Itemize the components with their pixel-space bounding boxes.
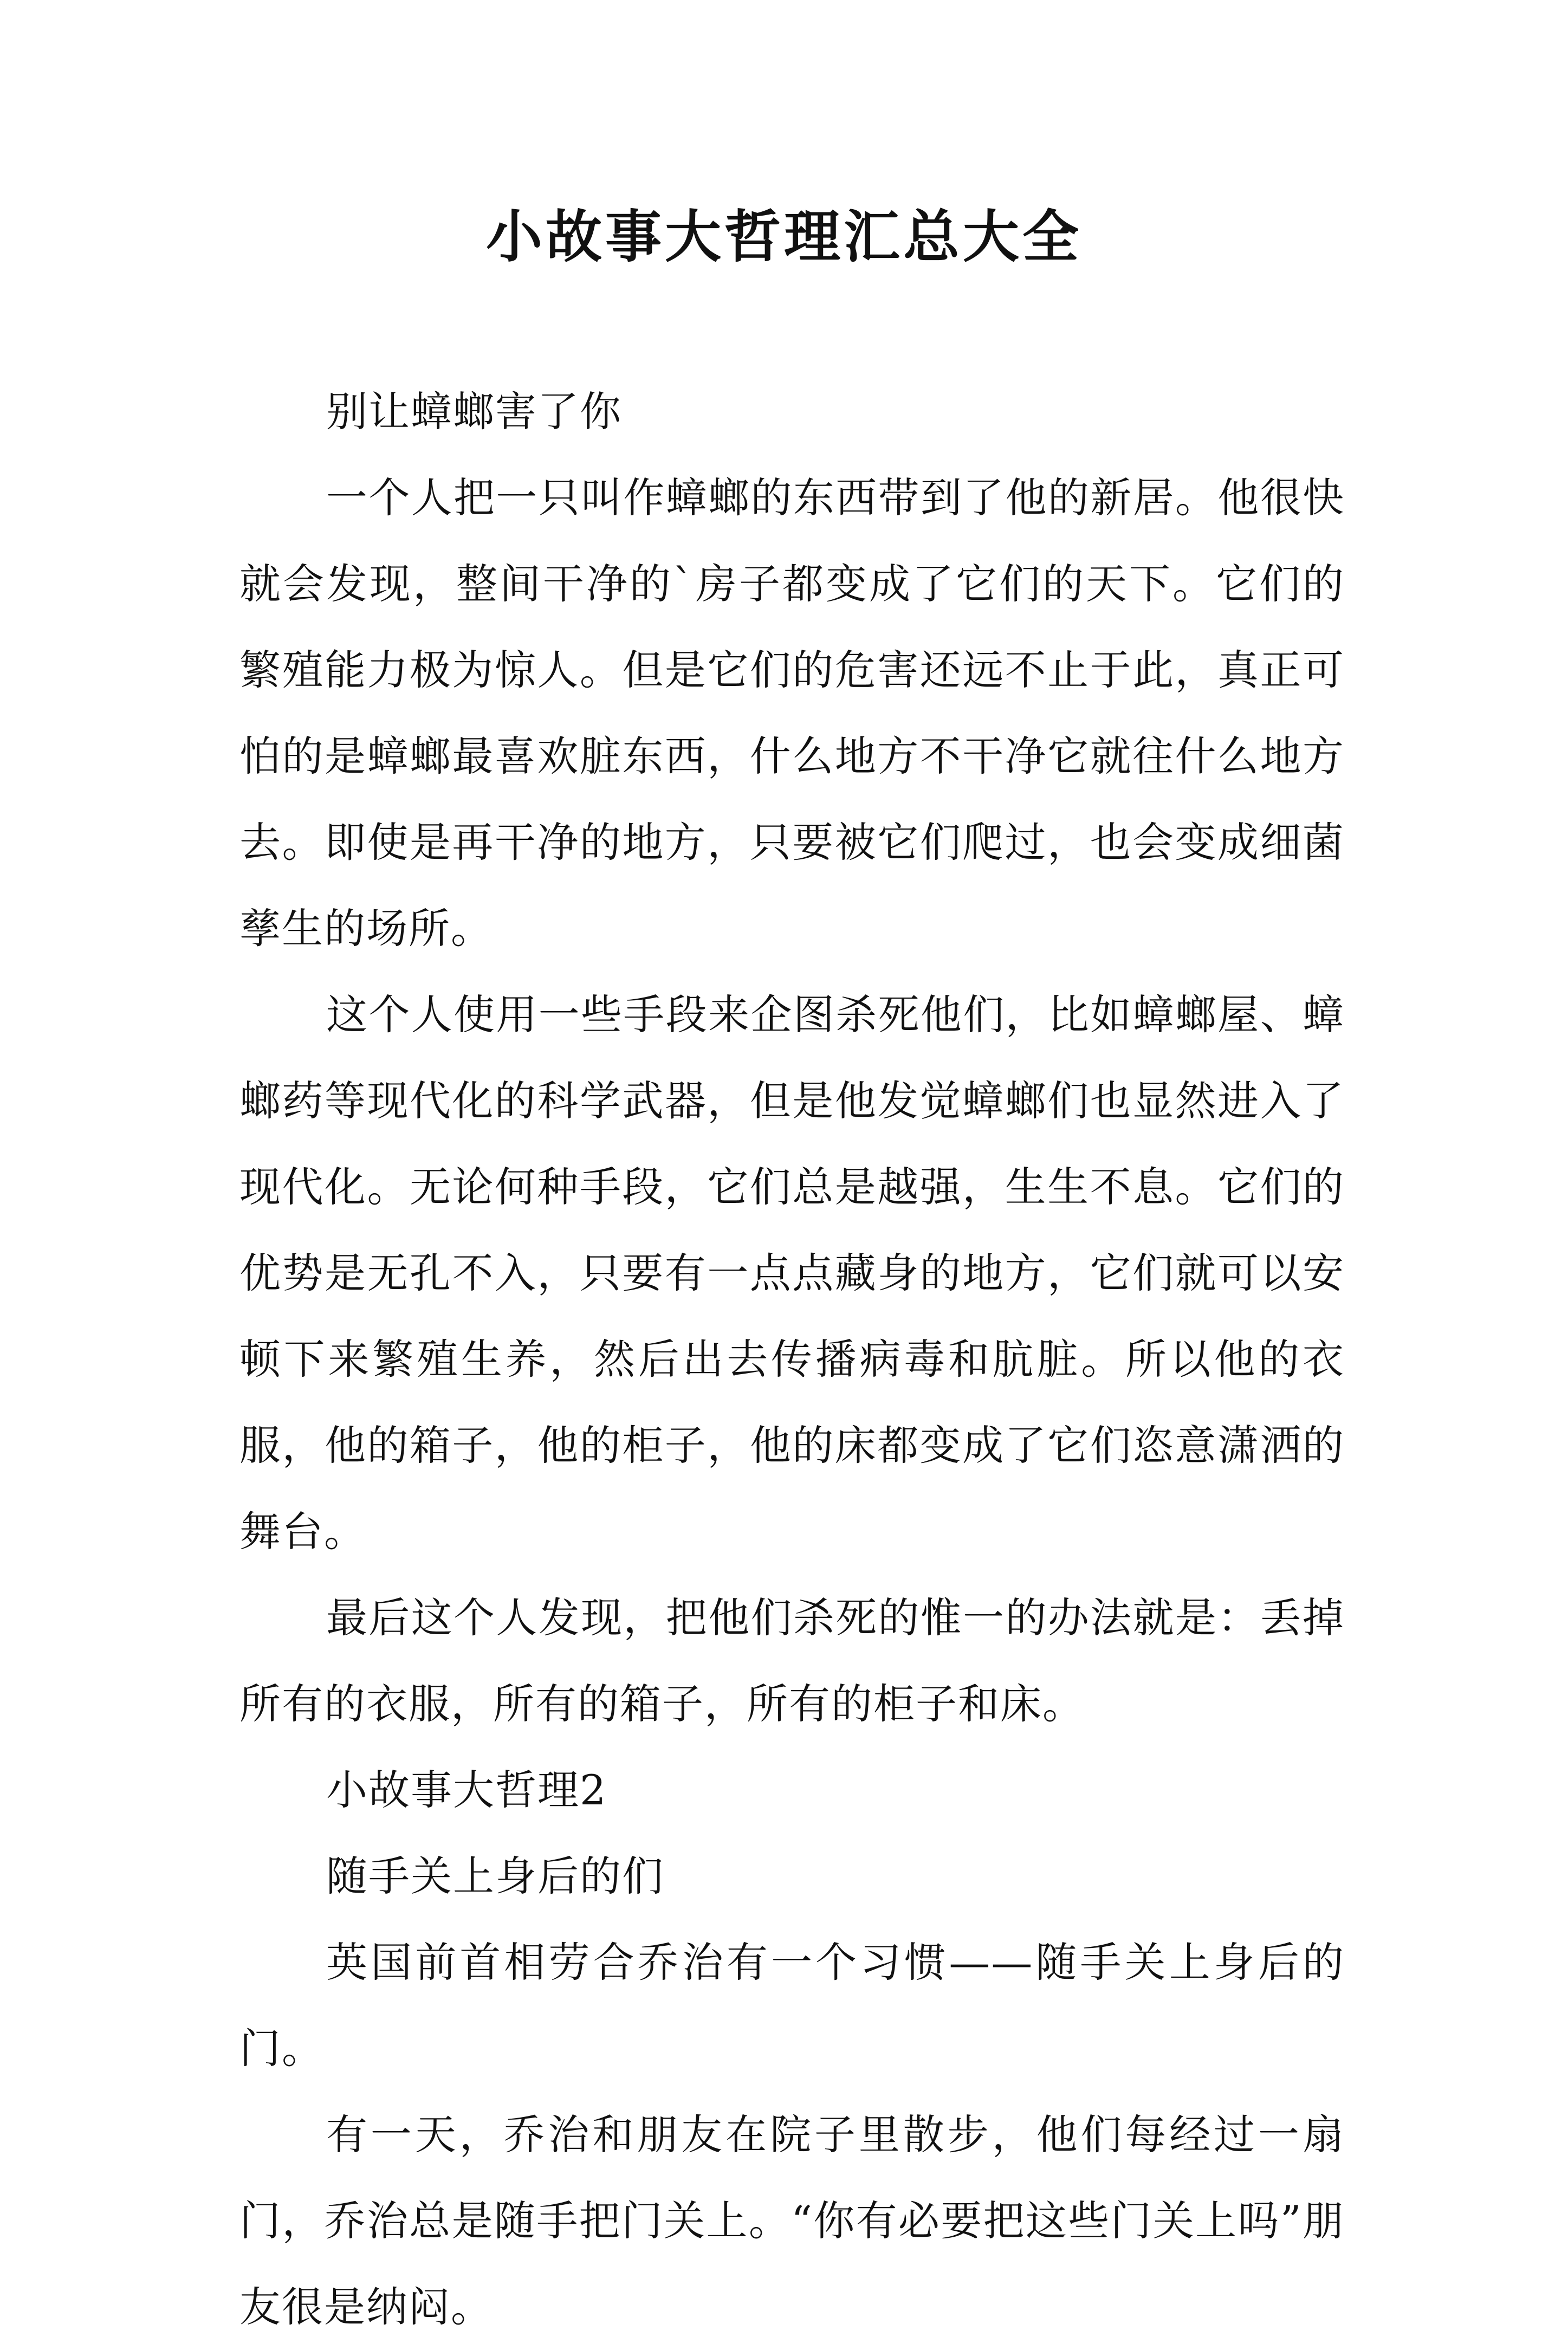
paragraph: 一个人把一只叫作蟑螂的东西带到了他的新居。他很快就会发现，整间干净的`房子都变成了它们的天下。它们的繁殖能力极为惊人。但是它们的危害还远不止于此，真正可怕的是蟑螂最喜欢脏东西，什么地方不干净它就往什么地方去。即使是再干净的地方，只要被它们爬过，也会变成细菌孳生的场所。 <box>239 474 1345 953</box>
document-title: 小故事大哲理汇总大全 <box>485 203 1082 270</box>
paragraph: 最后这个人发现，把他们杀死的惟一的办法就是：丢掉所有的衣服，所有的箱子，所有的柜子和床。 <box>239 1594 1345 1728</box>
story-title-door: 随手关上身后的们 <box>326 1852 664 1900</box>
paragraph: 英国前首相劳合乔治有一个习惯——随手关上身后的门。 <box>239 1938 1345 2073</box>
paragraph: 这个人使用一些手段来企图杀死他们，比如蟑螂屋、蟑螂药等现代化的科学武器，但是他发觉蟑螂们也显然进入了现代化。无论何种手段，它们总是越强，生生不息。它们的优势是无孔不入，只要有一点点藏身的地方，它们就可以安顿下来繁殖生养，然后出去传播病毒和肮脏。所以他的衣服，他的箱子，他的柜子，他的床都变成了它们恣意潇洒的舞台。 <box>239 991 1345 1556</box>
section-heading: 小故事大哲理2 <box>326 1766 607 1814</box>
document-body <box>239 368 1345 2350</box>
paragraph: 有一天，乔治和朋友在院子里散步，他们每经过一扇门，乔治总是随手把门关上。“你有必要把这些门关上吗”朋友很是纳闷。 <box>239 2111 1345 2331</box>
story-title-cockroach: 别让蟑螂害了你 <box>326 387 622 436</box>
